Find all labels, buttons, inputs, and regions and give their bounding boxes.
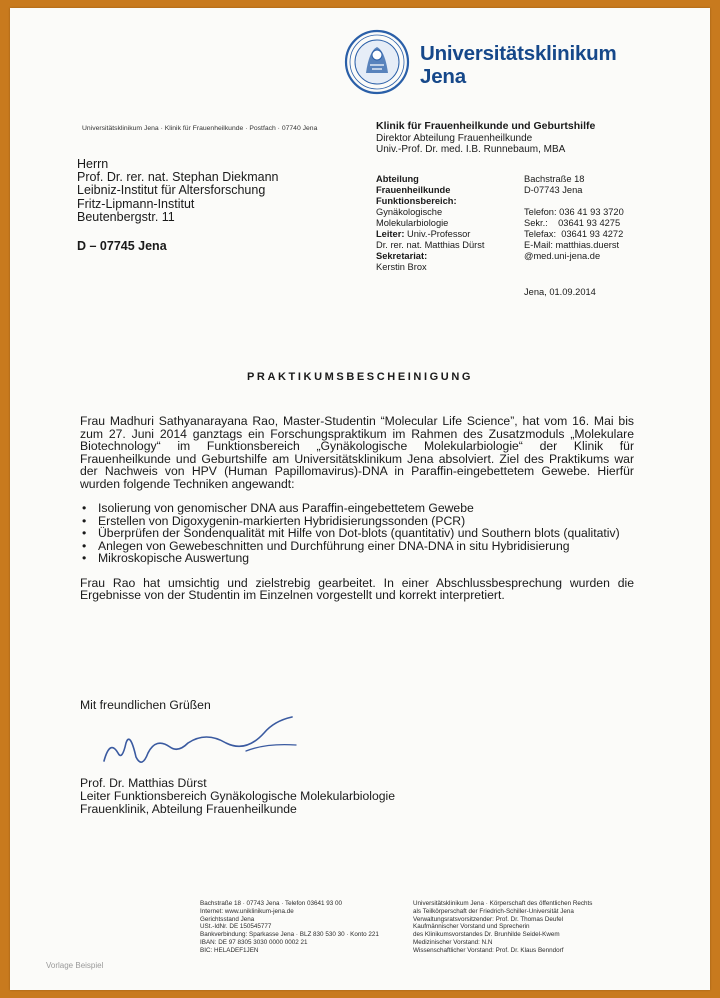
footer-right (413, 900, 592, 955)
logo-name-line2: Jena (420, 65, 466, 88)
department-head-line (376, 229, 485, 240)
footer-line: Bankverbindung: Sparkasse Jena · BLZ 830 530 30 · Konto 221 (200, 931, 379, 939)
contact-email: E-Mail: matthias.duerst (524, 240, 620, 250)
signer-block (80, 777, 395, 816)
footer-line: USt.-IdNr. DE 150545777 (200, 923, 272, 931)
recipient-line: Beutenbergstr. 11 (77, 209, 175, 224)
technique-item: • Anlegen von Gewebeschnitten und Durchführung einer DNA-DNA in situ Hybridisierung (82, 538, 570, 553)
technique-text: Anlegen von Gewebeschnitten und Durchführung einer DNA-DNA in situ Hybridisierung (98, 538, 570, 553)
footer-line: Bachstraße 18 · 07743 Jena · Telefon 03641 93 00 (200, 900, 343, 907)
university-seal-logo (344, 29, 410, 95)
technique-item: • Erstellen von Digoxygenin-markierten Hybridisierungssonden (PCR) (82, 513, 466, 528)
contact-line: Bachstraße 18 (524, 174, 585, 184)
technique-text: Isolierung von genomischer DNA aus Paraffin-eingebettetem Gewebe (98, 501, 474, 515)
conclusion-paragraph: Frau Rao hat umsichtig und zielstrebig gearbeitet. In einer Abschlussbesprechung wurden die Ergebnisse von der Studentin im Einzelnen vorgestellt und korrekt interpretiert. (80, 575, 634, 602)
clinic-director-name: Univ.-Prof. Dr. med. I.B. Runnebaum, MBA (376, 144, 566, 155)
contact-spacer (524, 196, 624, 207)
logo-wordmark (420, 42, 617, 88)
recipient-line: Herrn (77, 157, 109, 171)
technique-text: Mikroskopische Auswertung (98, 551, 250, 565)
department-line: Frauenheilkunde (376, 185, 451, 195)
footer-line: des Klinikumsvorstandes Dr. Brunhilde Seidel-Kwem (413, 931, 560, 939)
department-info (376, 174, 485, 273)
footer-line: Kaufmännischer Vorstand und Sprecherin (413, 923, 530, 931)
recipient-city: D – 07745 Jena (77, 239, 167, 253)
clinic-director-title: Direktor Abteilung Frauenheilkunde (376, 132, 533, 144)
department-head-title: Univ.-Professor (404, 229, 471, 239)
technique-text: Überprüfen der Sondenqualität mit Hilfe von Dot-blots (quantitativ) und Southern blots (qualitativ) (98, 526, 620, 540)
letter-page (10, 8, 710, 990)
technique-text: Erstellen von Digoxygenin-markierten Hybridisierungssonden (PCR) (98, 513, 466, 528)
department-line: Kerstin Brox (376, 262, 427, 272)
recipient-line: Leibniz-Institut für Altersforschung (77, 183, 266, 198)
recipient-line: Prof. Dr. rer. nat. Stephan Diekmann (77, 170, 279, 185)
department-line: Molekularbiologie (376, 218, 449, 228)
contact-secretary-phone: Sekr.: 03641 93 4275 (524, 218, 621, 228)
footer-line: BIC: HELADEF1JEN (200, 946, 259, 954)
recipient-line: Fritz-Lipmann-Institut (77, 196, 195, 211)
footer-line: Wissenschaftlicher Vorstand: Prof. Dr. Klaus Benndorf (413, 946, 564, 954)
contact-phone: Telefon: 036 41 93 3720 (524, 207, 624, 217)
department-line: Sekretariat: (376, 251, 428, 261)
department-line: Funktionsbereich: (376, 196, 457, 206)
department-head-label: Leiter: (376, 229, 405, 239)
contact-info (524, 174, 624, 262)
signer-title: Leiter Funktionsbereich Gynäkologische Molekularbiologie (80, 789, 396, 803)
footer-line: als Teilkörperschaft der Friedrich-Schiller-Universität Jena (413, 907, 574, 915)
contact-email-domain: @med.uni-jena.de (524, 251, 601, 261)
footer-left (200, 900, 379, 955)
letter-date: Jena, 01.09.2014 (524, 287, 596, 297)
footer-line: Universitätsklinikum Jena · Körperschaft des öffentlichen Rechts (413, 900, 593, 907)
department-line: Abteilung (376, 174, 419, 184)
document-title: PRAKTIKUMSBESCHEINIGUNG (246, 371, 474, 383)
department-line: Dr. rer. nat. Matthias Dürst (376, 240, 485, 250)
footer-line: Verwaltungsratsvorsitzender: Prof. Dr. Thomas Deufel (413, 915, 564, 923)
handwritten-signature (96, 713, 336, 773)
intro-paragraph: Frau Madhuri Sathyanarayana Rao, Master-Studentin “Molecular Life Science”, hat vom 16. Mai bis zum 27. Juni 2014 ganztags ein Forschungspraktikum im Rahmen des Zusatzmoduls „Molekulare Biotechnology“ im Funktionsbereich „Gynäkologische Molekularbiologie“ der Klinik für Frauenheilkunde und Geburtshilfe am Universitätsklinikum Jena absolviert. Ziel des Praktikums war der Nachweis von HPV (Human Papillomavirus)-DNA in Paraffin-eingebettetem Gewebe. Hierfür wurden folgende Techniken angewandt: (80, 414, 634, 491)
footer-line: Internet: www.uniklinikum-jena.de (200, 907, 294, 915)
contact-line: D-07743 Jena (524, 185, 583, 195)
technique-item: • Mikroskopische Auswertung (82, 551, 250, 565)
department-line: Gynäkologische (376, 207, 443, 217)
techniques-list (80, 502, 634, 565)
technique-item: • Überprüfen der Sondenqualität mit Hilfe von Dot-blots (quantitativ) und Southern blots (qualitativ) (82, 526, 620, 540)
sender-return-address: Universitätsklinikum Jena · Klinik für Frauenheilkunde · Postfach · 07740 Jena (82, 125, 318, 132)
footer-line: Medizinischer Vorstand: N.N (413, 938, 493, 946)
contact-fax: Telefax: 03641 93 4272 (524, 229, 624, 239)
clinic-name: Klinik für Frauenheilkunde und Geburtshilfe (376, 120, 596, 132)
closing-salutation: Mit freundlichen Grüßen (80, 698, 211, 712)
clinic-header (376, 121, 595, 156)
footer-line: Gerichtsstand Jena (200, 915, 255, 923)
footer-line: IBAN: DE 97 8305 3030 0000 0002 21 (200, 938, 308, 946)
letter-body (80, 415, 634, 602)
signer-name: Prof. Dr. Matthias Dürst (80, 776, 207, 790)
watermark-text: Vorlage Beispiel (46, 961, 104, 970)
signer-department: Frauenklinik, Abteilung Frauenheilkunde (80, 802, 297, 816)
technique-item: • Isolierung von genomischer DNA aus Paraffin-eingebettetem Gewebe (82, 501, 474, 515)
recipient-address (77, 158, 279, 224)
logo-name-line1: Universitätsklinikum (420, 42, 617, 65)
